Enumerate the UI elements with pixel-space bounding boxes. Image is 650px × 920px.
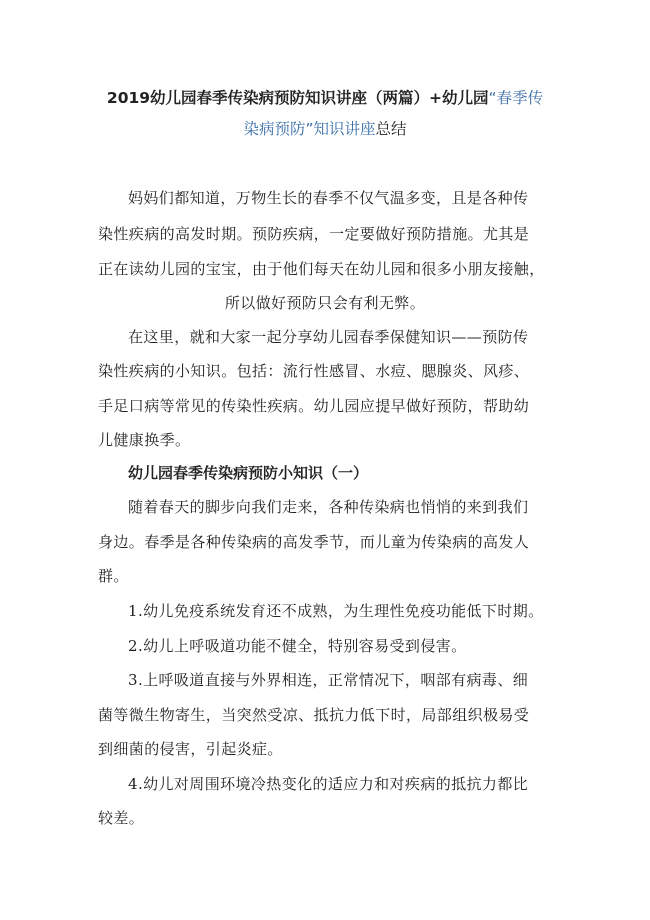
paragraph-3-line-3: 群。 xyxy=(98,567,129,585)
paragraph-2-line-3: 手足口病等常见的传染性疾病。幼儿园应提早做好预防，帮助幼 xyxy=(98,397,530,415)
list-item-2: 2.幼儿上呼吸道功能不健全，特别容易受到侵害。 xyxy=(128,637,467,655)
list-item-3-line-2: 菌等微生物寄生，当突然受凉、抵抗力低下时，局部组织极易受 xyxy=(98,706,530,724)
paragraph-1-line-2: 染性疾病的高发时期。预防疾病，一定要做好预防措施。尤其是 xyxy=(98,225,530,243)
paragraph-2-line-2: 染性疾病的小知识。包括：流行性感冒、水痘、腮腺炎、风疹、 xyxy=(98,362,530,380)
section-subheading: 幼儿园春季传染病预防小知识（一） xyxy=(128,464,369,482)
list-item-1: 1.幼儿免疫系统发育还不成熟，为生理性免疫功能低下时期。 xyxy=(128,602,544,620)
paragraph-2-line-4: 儿健康换季。 xyxy=(98,431,191,449)
title-highlight: “春季传 xyxy=(488,89,544,107)
paragraph-3-line-1: 随着春天的脚步向我们走来，各种传染病也悄悄的来到我们 xyxy=(128,498,529,516)
title-highlight-continued: 染病预防”知识讲座 xyxy=(243,120,376,138)
paragraph-2-line-1: 在这里，就和大家一起分享幼儿园春季保健知识——预防传 xyxy=(128,328,529,346)
paragraph-3-line-2: 身边。春季是各种传染病的高发季节，而儿童为传染病的高发人 xyxy=(98,533,530,551)
list-item-3-line-3: 到细菌的侵害，引起炎症。 xyxy=(98,740,283,758)
paragraph-1-line-1: 妈妈们都知道，万物生长的春季不仅气温多变，且是各种传 xyxy=(128,189,529,207)
list-item-3-line-1: 3.上呼吸道直接与外界相连，正常情况下，咽部有病毒、细 xyxy=(128,671,529,689)
title-tail: 总结 xyxy=(375,120,407,138)
list-item-4-line-2: 较差。 xyxy=(98,809,145,827)
document-title-line-1 xyxy=(84,88,566,108)
list-item-4-line-1: 4.幼儿对周围环境冷热变化的适应力和对疾病的抵抗力都比 xyxy=(128,775,529,793)
paragraph-1-line-4: 所以做好预防只会有利无弊。 xyxy=(224,294,426,312)
paragraph-1-line-3: 正在读幼儿园的宝宝，由于他们每天在幼儿园和很多小朋友接触， xyxy=(98,260,545,278)
title-text: 2019幼儿园春季传染病预防知识讲座（两篇）+幼儿园 xyxy=(106,89,489,107)
document-title-line-2 xyxy=(84,119,566,139)
